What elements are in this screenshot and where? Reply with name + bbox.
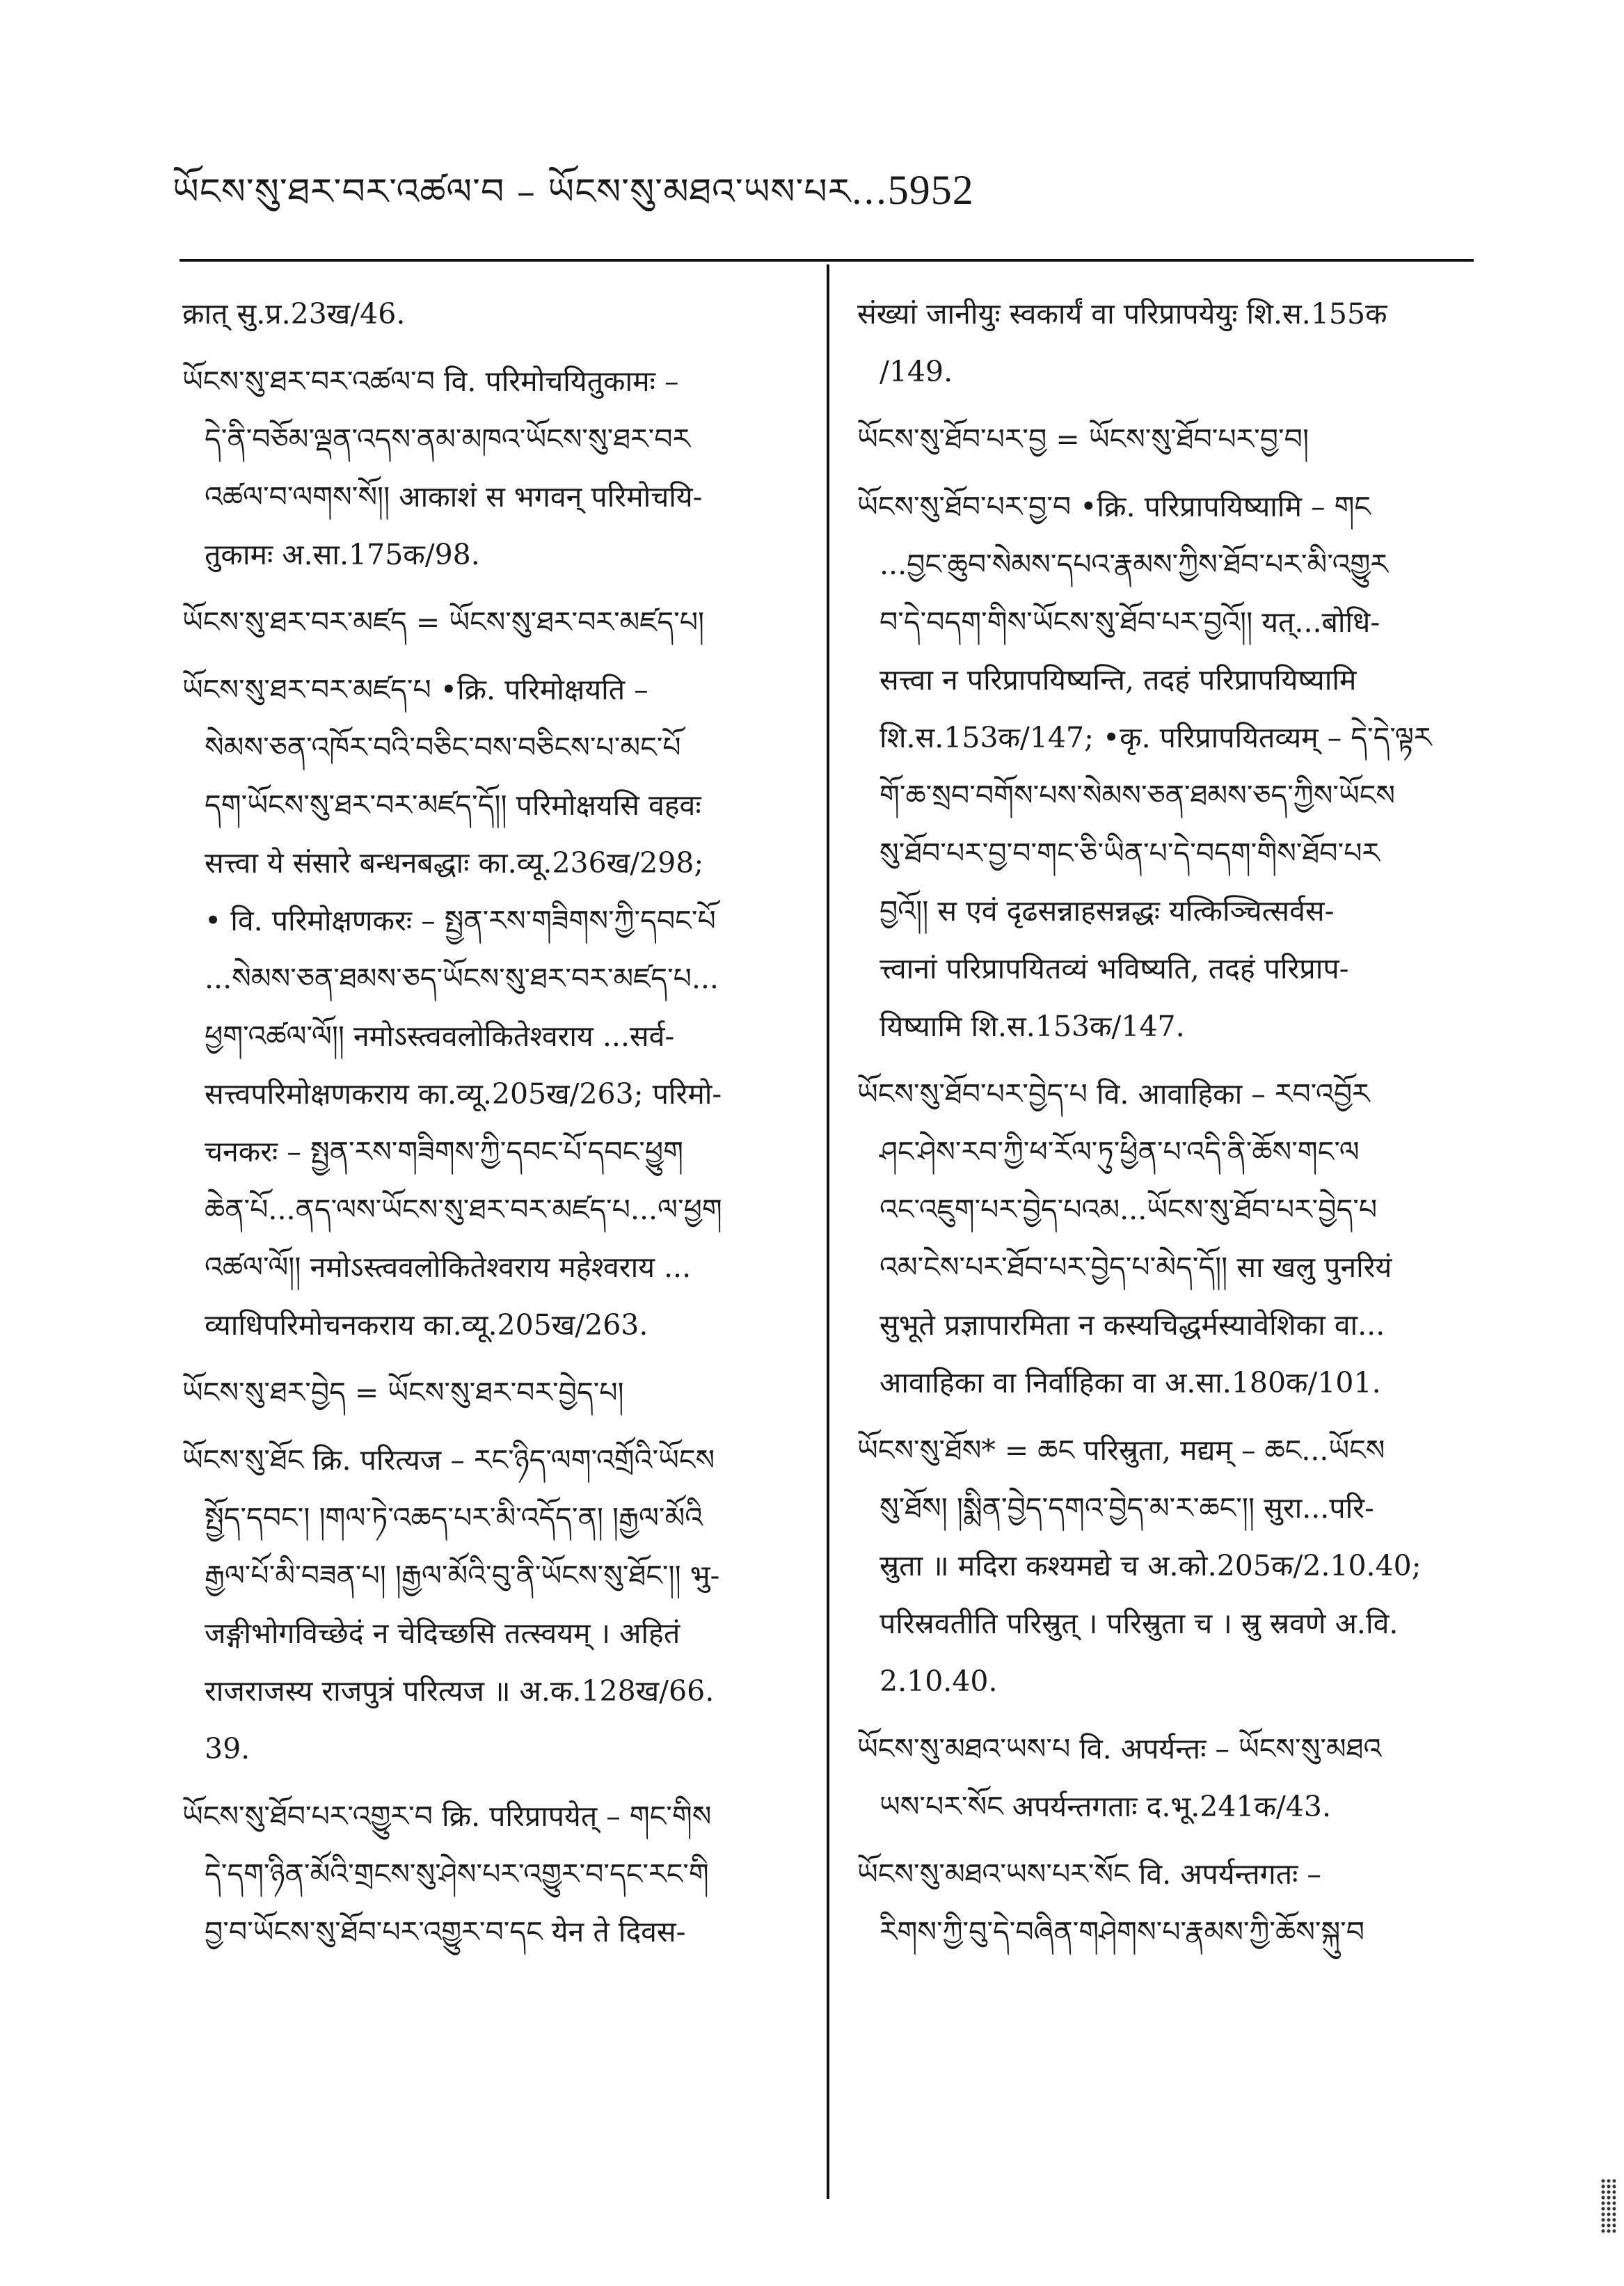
entry-line: ...སེམས་ཅན་ཐམས་ཅད་ཡོངས་སུ་ཐར་བར་མཛད་པ... [205, 962, 719, 995]
entry-line: ཆེན་པོ...ནད་ལས་ཡོངས་སུ་ཐར་བར་མཛད་པ...ལ་ཕྱག [205, 1193, 722, 1226]
page-number: 5952 [887, 167, 974, 213]
entry-headline: क्रात् सु.प्र.23ख/46. [182, 297, 406, 331]
entry-line: བྱ་བ་ཡོངས་སུ་ཐོབ་པར་འགྱུར་བ་དང येन ते दिवस- [205, 1915, 686, 1948]
entry-line: राजराजस्य राजपुत्रं परित्यज ॥ अ.क.128ख/66. [205, 1674, 715, 1708]
entry-line: དག་ཡོངས་སུ་ཐར་བར་མཛད་དོ།། परिमोक्षयसि वहवः [205, 788, 701, 822]
dictionary-entry [857, 285, 1470, 401]
entry-line: परिस्रवतीति परिस्रुत् । परिस्रुता च । स्रु स्रवणे अ.वि. [879, 1607, 1399, 1640]
entry-line: शि.स.153क/147; •कृ. परिप्रापयितव्यम् – དེ་དེ་ལྟར [879, 721, 1432, 754]
entry-line: तुकामः अ.सा.175क/98. [205, 538, 480, 571]
entry-line: 39. [205, 1732, 250, 1765]
entry-line: འང་འཇུག་པར་བྱེད་པའམ...ཡོངས་སུ་ཐོབ་པར་བྱེད་པ [879, 1193, 1378, 1226]
entry-line: དེ་ནི་བཅོམ་ལྡན་འདས་ནམ་མཁའ་ཡོངས་སུ་ཐར་བར [205, 422, 691, 456]
entry-headline: ཡོངས་སུ་ཐོབ་པར་འགྱུར་བ क्रि. परिप्रापयेत् – གང་གིས [182, 1800, 712, 1833]
running-header [173, 152, 974, 253]
entry-line: རིགས་ཀྱི་བུ་དེ་བཞིན་གཤེགས་པ་རྣམས་ཀྱི་ཆོས་སྐུ་བ [879, 1915, 1365, 1948]
dictionary-entry [182, 1431, 795, 1778]
entry-line: त्त्वानां परिप्रापयितव्यं भविष्यति, तदहं परिप्राप- [879, 952, 1349, 985]
entry-headline: ཡོངས་སུ་ཐར་བར་མཛད = ཡོངས་སུ་ཐར་བར་མཛད་པ། [182, 605, 705, 639]
entry-line: ...བྱང་ཆུབ་སེམས་དཔའ་རྣམས་ཀྱིས་ཐོབ་པར་མི་འགྱུར [879, 548, 1388, 581]
dictionary-entry [182, 1364, 795, 1422]
header-rule [180, 259, 1474, 262]
entry-line: यिष्यामि शि.स.153क/147. [879, 1010, 1185, 1043]
entry-headline: ཡོངས་སུ་ཐོབ་པར་བྱ = ཡོངས་སུ་ཐོབ་པར་བྱ་བ། [857, 422, 1309, 456]
entry-line: རྒྱལ་པོ་མི་བཟན་པ། །རྒྱལ་མོའི་བུ་ནི་ཡོངས་སུ་ཐོང་།། भु- [205, 1559, 720, 1592]
right-column [857, 285, 1470, 1971]
entry-line: བྱའོ།། स एवं दृढसन्नाहसन्नद्धः यत्किञ्चित्सर्वस- [879, 894, 1335, 928]
entry-headline: ཡོངས་སུ་མཐའ་ཡས་པ वि. अपर्यन्तः – ཡོངས་སུ་མཐའ [857, 1732, 1382, 1765]
entry-line: ཕྱག་འཚལ་ལོ།། नमोऽस्त्ववलोकितेश्वराय ...सर्व- [205, 1019, 675, 1053]
left-column [182, 285, 795, 1971]
dictionary-entry [182, 285, 795, 343]
entry-line: འཚལ་ལོ།། नमोऽस्त्ववलोकितेश्वराय महेश्वराय ... [205, 1251, 692, 1284]
entry-headline: ཡོངས་སུ་ཐོབ་པར་བྱེད་པ वि. आवाहिका – རབ་འབྱོར [857, 1077, 1370, 1111]
entry-headline: ཡོངས་སུ་ཐོབ་པར་བྱ་བ •क्रि. परिप्रापयिष्यामि – གང [857, 490, 1371, 523]
dictionary-entry [182, 1788, 795, 1961]
entry-line: སུ་ཐོབ་པར་བྱ་བ་གང་ཅི་ཡིན་པ་དེ་བདག་གིས་ཐོབ་པར [879, 836, 1380, 870]
entry-line: चनकरः – སྤྱན་རས་གཟིགས་ཀྱི་དབང་པོ་དབང་ཕྱུག [205, 1135, 684, 1168]
dictionary-entry [857, 1720, 1470, 1836]
entry-line: /149. [879, 355, 953, 388]
dictionary-entry [857, 478, 1470, 1056]
entry-line: འཚལ་བ་ལགས་སོ།། आकाशं स भगवन् परिमोचयि- [205, 480, 703, 514]
dictionary-entry [857, 1846, 1470, 1961]
dictionary-entry [857, 1422, 1470, 1710]
entry-line: जङ्गीभोगविच्छेदं न चेदिच्छसि तत्स्वयम् । अहितं [205, 1617, 680, 1650]
entry-line: སུ་ཐོས། །སྨིན་བྱེད་དགའ་བྱེད་མ་ར་ཆང་།། सुरा...परि- [879, 1491, 1374, 1525]
dictionary-entry [182, 661, 795, 1354]
column-divider [827, 264, 829, 2199]
entry-headline: ཡོངས་སུ་ཐོས* = ཆང परिस्रुता, मद्यम् – ཆང...ཡོངས [857, 1434, 1385, 1467]
entry-headline: ཡོངས་སུ་ཐར་བྱེད = ཡོངས་སུ་ཐར་བར་བྱེད་པ། [182, 1376, 624, 1409]
entry-headline: ཡོངས་སུ་ཐར་བར་འཚལ་བ वि. परिमोचयितुकामः – [182, 365, 679, 398]
entry-headline: ཡོངས་སུ་ཐར་བར་མཛད་པ •क्रि. परिमोक्षयति – [182, 673, 648, 706]
entry-line: དེ་དག་ཉིན་མོའི་གྲངས་སུ་ཤེས་པར་འགྱུར་བ་དང་རང་གི [205, 1857, 709, 1891]
running-head-text: ཡོངས་སུ་ཐར་བར་འཚལ་བ – ཡོངས་སུ་མཐའ་ཡས་པར... [173, 171, 888, 213]
dictionary-entry [182, 353, 795, 584]
entry-headline: ཡོངས་སུ་ཐོང क्रि. परित्यज – རང་ཉིད་ལག་འགྲོའི་ཡོངས [182, 1443, 715, 1477]
entry-line: སེམས་ཅན་འཁོར་བའི་བཅིང་བས་བཅིངས་པ་མང་པོ [205, 731, 681, 764]
dictionary-entry [182, 594, 795, 651]
dictionary-entry [857, 1065, 1470, 1412]
entry-headline: संख्यां जानीयुः स्वकार्यं वा परिप्रापयेयुः शि.स.155क [857, 297, 1387, 331]
entry-line: सत्त्वपरिमोक्षणकराय का.व्यू.205ख/263; परिमो- [205, 1077, 722, 1111]
entry-line: སྤྱོད་དབང་། །གལ་ཏེ་འཆད་པར་མི་འདོད་ན། །རྒྱལ་མོའི [205, 1501, 703, 1534]
entry-line: व्याधिपरिमोचनकराय का.व्यू.205ख/263. [205, 1308, 648, 1342]
entry-line: सुभूते प्रज्ञापारमिता न कस्यचिद्धर्मस्यावेशिका वा... [879, 1308, 1385, 1342]
entry-line: ཤང་ཤེས་རབ་ཀྱི་ཕ་རོལ་ཏུ་ཕྱིན་པ་འདི་ནི་ཆོས་གང་ལ [879, 1135, 1360, 1168]
entry-line: ཡས་པར་སོང अपर्यन्तगताः द.भू.241क/43. [879, 1790, 1332, 1823]
entry-line: འམ་ངེས་པར་ཐོབ་པར་བྱེད་པ་མེད་དོ།། सा खलु पुनरियं [879, 1251, 1392, 1284]
entry-line: གོ་ཆ་སྲབ་བགོས་པས་སེམས་ཅན་ཐམས་ཅད་ཀྱིས་ཡོངས [879, 779, 1396, 812]
entry-line: བ་དེ་བདག་གིས་ཡོངས་སུ་ཐོབ་པར་བྱའོ།། यत्...बोधि- [879, 605, 1380, 639]
entry-line: आवाहिका वा निर्वाहिका वा अ.सा.180क/101. [879, 1366, 1381, 1399]
dictionary-entry [857, 411, 1470, 468]
entry-line: स्रुता ॥ मदिरा कश्यमद्ये च अ.को.205क/2.10.40; [879, 1549, 1422, 1582]
entry-line: सत्त्वा न परिप्रापयिष्यन्ति, तदहं परिप्रापयिष्यामि [879, 663, 1357, 697]
entry-line: 2.10.40. [879, 1665, 998, 1698]
scan-speckle [1600, 2178, 1616, 2234]
entry-headline: ཡོངས་སུ་མཐའ་ཡས་པར་སོང वि. अपर्यन्तगतः – [857, 1857, 1321, 1891]
entry-line: सत्त्वा ये संसारे बन्धनबद्धाः का.व्यू.236ख/298; [205, 846, 704, 880]
entry-line: • वि. परिमोक्षणकरः – སྤྱན་རས་གཟིགས་ཀྱི་དབང་པོ [205, 904, 716, 937]
